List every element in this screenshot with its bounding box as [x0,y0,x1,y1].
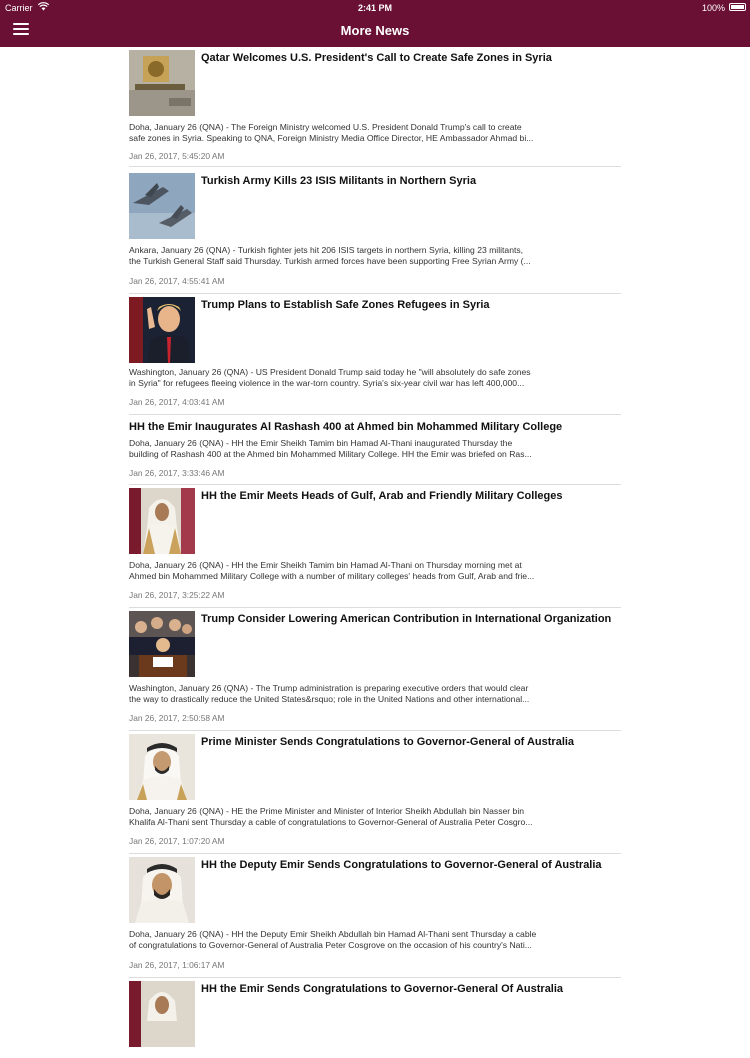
news-item[interactable] [129,978,621,1058]
status-bar [0,0,750,15]
news-item[interactable] [129,731,621,854]
article-headline[interactable]: HH the Emir Meets Heads of Gulf, Arab and Friendly Military Colleges [201,490,563,502]
article-date: Jan 26, 2017, 3:25:22 AM [129,590,225,600]
article-date: Jan 26, 2017, 5:45:20 AM [129,151,225,161]
article-date: Jan 26, 2017, 2:50:58 AM [129,713,225,723]
article-headline[interactable]: Qatar Welcomes U.S. President's Call to Create Safe Zones in Syria [201,52,552,64]
news-item[interactable] [129,485,621,608]
news-item[interactable] [129,47,621,167]
news-item[interactable] [129,170,621,294]
article-summary: Ankara, January 26 (QNA) - Turkish fighter jets hit 206 ISIS targets in northern Syria, killing 23 militants, the Turkish General Staff said Thursday. Turkish armed forces have been supporting Free Syrian Army (... [129,245,531,266]
article-headline[interactable]: Trump Consider Lowering American Contribution in International Organization [201,613,612,625]
article-date: Jan 26, 2017, 1:06:17 AM [129,960,225,970]
page-title: More News [340,23,410,38]
article-summary: Doha, January 26 (QNA) - The Foreign Ministry welcomed U.S. President Donald Trump's call to create safe zones in Syria. Speaking to QNA, Foreign Ministry Media Office Director, HE Ambassador Ahmad bi... [129,122,534,143]
top-bar [0,0,750,47]
article-date: Jan 26, 2017, 4:03:41 AM [129,397,225,407]
article-date: Jan 26, 2017, 1:07:20 AM [129,836,225,846]
article-date: Jan 26, 2017, 3:33:46 AM [129,468,225,478]
status-time: 2:41 PM [357,3,392,13]
article-summary: Washington, January 26 (QNA) - US President Donald Trump said today he "will absolutely do safe zones in Syria" for refugees fleeing violence in the war-torn country. Syria's six-year civil war has left 400,000... [129,367,531,388]
article-headline[interactable]: HH the Emir Sends Congratulations to Governor-General Of Australia [201,983,564,995]
prime-minister-portrait-photo [129,734,195,800]
battery-icon [729,3,746,11]
emir-portrait-photo [129,488,195,554]
news-item[interactable] [129,415,621,485]
article-summary: Doha, January 26 (QNA) - HH the Emir Sheikh Tamim bin Hamad Al-Thani on Thursday morning met at Ahmed bin Mohammed Military College with a number of military colleges' heads from Gulf, Arab and frie... [129,560,535,581]
article-headline[interactable]: Prime Minister Sends Congratulations to Governor-General of Australia [201,736,575,748]
trump-speaking-photo [129,297,195,363]
article-summary: Washington, January 26 (QNA) - The Trump administration is preparing executive orders that would clear the way to drastically reduce the United States&rsquo; role in the United Nations and other international... [129,683,530,704]
news-item[interactable] [129,854,621,978]
article-headline[interactable]: Turkish Army Kills 23 ISIS Militants in Northern Syria [201,175,477,187]
carrier-label: Carrier [5,3,33,13]
article-summary: Doha, January 26 (QNA) - HH the Emir Sheikh Tamim bin Hamad Al-Thani inaugurated Thursday the building of Rashash 400 at the Ahmed bin Mohammed Military College. HH the Emir was briefed on Ras... [129,438,532,459]
ministry-building-photo [129,50,195,116]
news-item[interactable] [129,294,621,415]
article-summary: Doha, January 26 (QNA) - HE the Prime Minister and Minister of Interior Sheikh Abdullah bin Nasser bin Khalifa Al-Thani sent Thursday a cable of congratulations to Governor-General of Australia Peter Cosgro... [129,806,533,827]
fighter-jets-photo [129,173,195,239]
trump-signing-photo [129,611,195,677]
article-date: Jan 26, 2017, 4:55:41 AM [129,276,225,286]
article-headline[interactable]: HH the Deputy Emir Sends Congratulations to Governor-General of Australia [201,859,602,871]
battery-percent: 100% [701,3,725,13]
emir-portrait-photo [129,981,195,1047]
article-summary: Doha, January 26 (QNA) - HH the Deputy Emir Sheikh Abdullah bin Hamad Al-Thani sent Thursday a cable of congratulations to Governor-General of Australia Peter Cosgrove on the occasion of his country's Nati... [129,929,537,950]
deputy-emir-portrait-photo [129,857,195,923]
news-item[interactable] [129,608,621,731]
article-headline[interactable]: HH the Emir Inaugurates Al Rashash 400 at Ahmed bin Mohammed Military College [129,421,563,433]
article-headline[interactable]: Trump Plans to Establish Safe Zones Refugees in Syria [201,299,490,311]
